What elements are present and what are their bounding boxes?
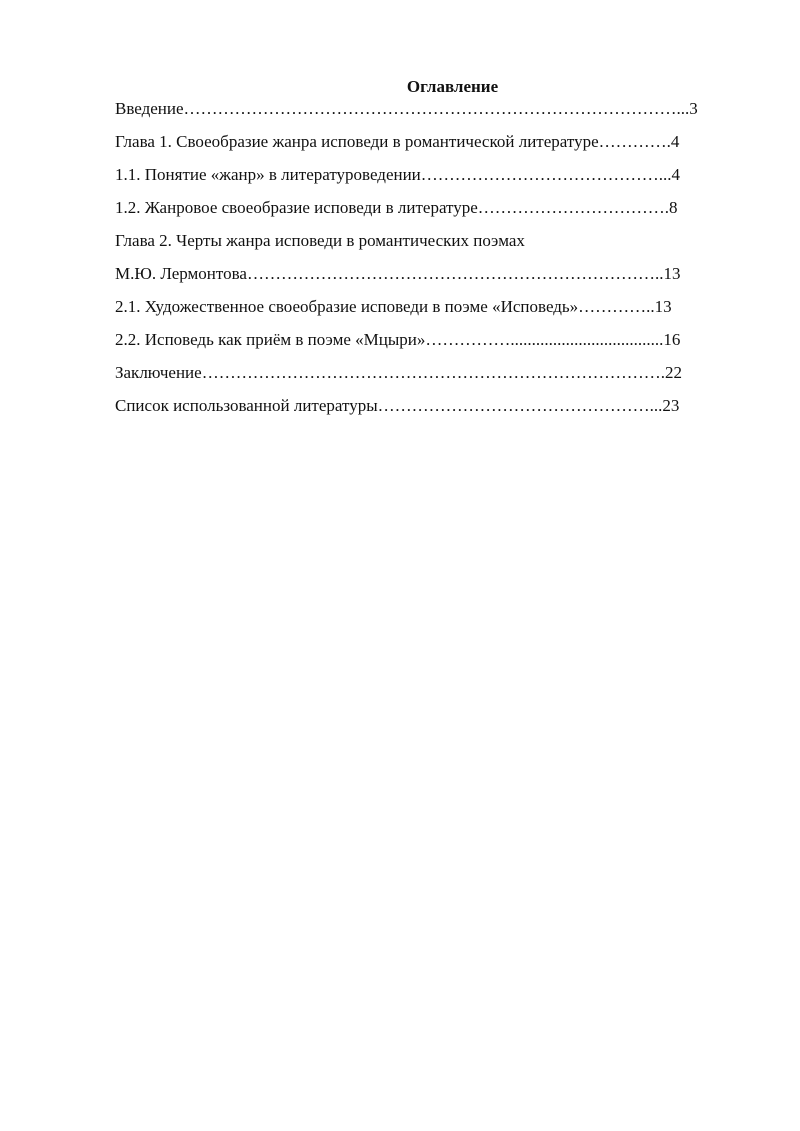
toc-entry-chapter-1 [115,130,745,163]
toc-entry-text: 1.2. Жанровое своеобразие исповеди в литературе…………………………….8 [115,198,678,217]
toc-entry-text: 2.1. Художественное своеобразие исповеди в поэме «Исповедь»…………..13 [115,297,672,316]
toc-entry-text: Глава 2. Черты жанра исповеди в романтических поэмах [115,231,525,250]
toc-entry-text: Глава 1. Своеобразие жанра исповеди в романтической литературе………….4 [115,132,680,151]
toc-entry-text: Список использованной литературы…………………………………………...23 [115,396,680,415]
toc-entry-bibliography [115,394,745,427]
toc-entry-text: 1.1. Понятие «жанр» в литературоведении……………………………………...4 [115,165,681,184]
toc-entry-introduction [115,97,745,130]
toc-entry-text: Заключение……………………………………………………………………….22 [115,363,682,382]
toc-entry-chapter-2-title [115,229,745,262]
toc-entry-section-1-2 [115,196,745,229]
toc-title: Оглавление [406,77,499,96]
toc-entry-chapter-2-continuation [115,262,745,295]
toc-entry-conclusion [115,361,745,394]
toc-entry-section-1-1 [115,163,745,196]
toc-entry-text: Введение……………………………………………………………………………...3 [115,99,698,118]
toc-entry-section-2-1 [115,295,745,328]
toc-entry-section-2-2 [115,328,745,361]
toc-entry-text: 2.2. Исповедь как приём в поэме «Мцыри»……………....................................16 [115,330,681,349]
table-of-contents [115,97,745,427]
toc-entry-text: М.Ю. Лермонтова………………………………………………………………..13 [115,264,681,283]
